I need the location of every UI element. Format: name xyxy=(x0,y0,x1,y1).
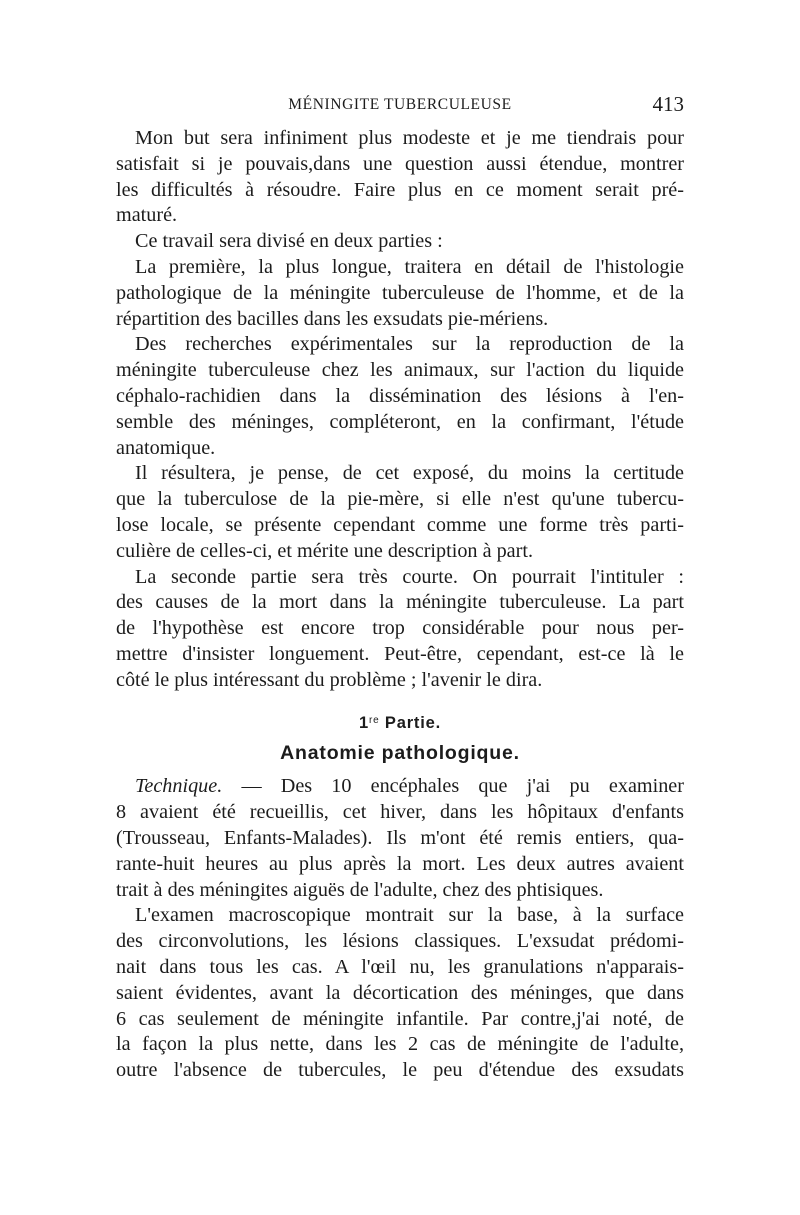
technique-lead: Technique. xyxy=(135,775,223,798)
text-line: La seconde partie sera très courte. On pourrait l'intituler : xyxy=(135,565,684,588)
text-line: Des recherches expérimentales sur la reproduction de la xyxy=(135,333,684,356)
running-title: MÉNINGITE TUBERCULEUSE xyxy=(288,96,512,113)
text-line: La première, la plus longue, traitera en détail de l'histologie xyxy=(135,255,684,278)
paragraph-8 xyxy=(116,903,684,1084)
text-line: mettre d'insister longuement. Peut-être, cependant, est-ce là le xyxy=(116,642,684,665)
text-line: saient évidentes, avant la décortication des méninges, que dans xyxy=(116,981,684,1004)
text-line: 6 cas seulement de méningite infantile. Par contre,j'ai noté, de xyxy=(116,1007,684,1030)
text-line: outre l'absence de tubercules, le peu d'étendue des exsudats xyxy=(116,1059,684,1082)
text-line: lose locale, se présente cependant comme une forme très parti- xyxy=(116,513,684,536)
text-line: (Trousseau, Enfants-Malades). Ils m'ont été remis entiers, qua- xyxy=(116,826,684,849)
paragraph-3 xyxy=(116,255,684,332)
text-line xyxy=(116,774,684,800)
text-line: trait à des méningites aiguës de l'adulte, chez des phtisiques. xyxy=(116,878,604,901)
paragraph-6 xyxy=(116,565,684,694)
text-line: des circonvolutions, les lésions classiques. L'exsudat prédomi- xyxy=(116,930,684,953)
part-label: Partie. xyxy=(384,713,441,732)
paragraph-7 xyxy=(116,774,684,903)
text-line: des causes de la mort dans la méningite tuberculeuse. La part xyxy=(116,591,684,614)
text-line: semble des méninges, compléteront, en la confirmant, l'étude xyxy=(116,410,684,433)
technique-lead-rest: — Des 10 encéphales que j'ai pu examiner xyxy=(222,775,684,798)
paragraph-4 xyxy=(116,332,684,461)
section-heading: Anatomie pathologique. xyxy=(280,741,520,764)
text-line: nait dans tous les cas. A l'œil nu, les granulations n'apparais- xyxy=(116,955,684,978)
book-page xyxy=(116,92,684,1084)
text-line: Il résultera, je pense, de cet exposé, du moins la certitude xyxy=(135,462,684,485)
text-line: anatomique. xyxy=(116,436,216,459)
text-line: céphalo-rachidien dans la dissémination des lésions à l'en- xyxy=(116,384,684,407)
text-line: Mon but sera infiniment plus modeste et je me tiendrais pour xyxy=(135,127,684,149)
text-line: maturé. xyxy=(116,204,178,227)
running-head xyxy=(116,92,684,126)
part-number-superscript: re xyxy=(369,714,380,726)
text-line: côté le plus intéressant du problème ; l'avenir le dira. xyxy=(116,668,543,691)
text-line: culière de celles-ci, et mérite une description à part. xyxy=(116,539,534,562)
text-line: de l'hypothèse est encore trop considérable pour nous per- xyxy=(116,617,684,640)
paragraph-1 xyxy=(116,126,684,229)
text-line: répartition des bacilles dans les exsudats pie-mériens. xyxy=(116,307,549,330)
part-heading xyxy=(116,708,684,732)
text-line: Ce travail sera divisé en deux parties : xyxy=(135,230,443,253)
text-line: L'examen macroscopique montrait sur la base, à la surface xyxy=(135,904,684,927)
paragraph-2 xyxy=(116,229,684,255)
text-line: méningite tuberculeuse chez les animaux, sur l'action du liquide xyxy=(116,359,684,382)
text-line: les difficultés à résoudre. Faire plus en ce moment serait pré- xyxy=(116,178,684,201)
text-line: la façon la plus nette, dans les 2 cas de méningite de l'adulte, xyxy=(116,1033,684,1056)
part-number: 1 xyxy=(359,713,370,732)
paragraph-5 xyxy=(116,461,684,564)
page-number: 413 xyxy=(652,92,684,116)
text-line: pathologique de la méningite tuberculeuse de l'homme, et de la xyxy=(116,281,684,304)
text-line: rante-huit heures au plus après la mort. Les deux autres avaient xyxy=(116,852,684,875)
text-line: que la tuberculose de la pie-mère, si elle n'est qu'une tubercu- xyxy=(116,488,684,511)
text-line: 8 avaient été recueillis, cet hiver, dans les hôpitaux d'enfants xyxy=(116,801,684,824)
body-text xyxy=(116,126,684,1084)
text-line: satisfait si je pouvais,dans une question aussi étendue, montrer xyxy=(116,152,684,175)
